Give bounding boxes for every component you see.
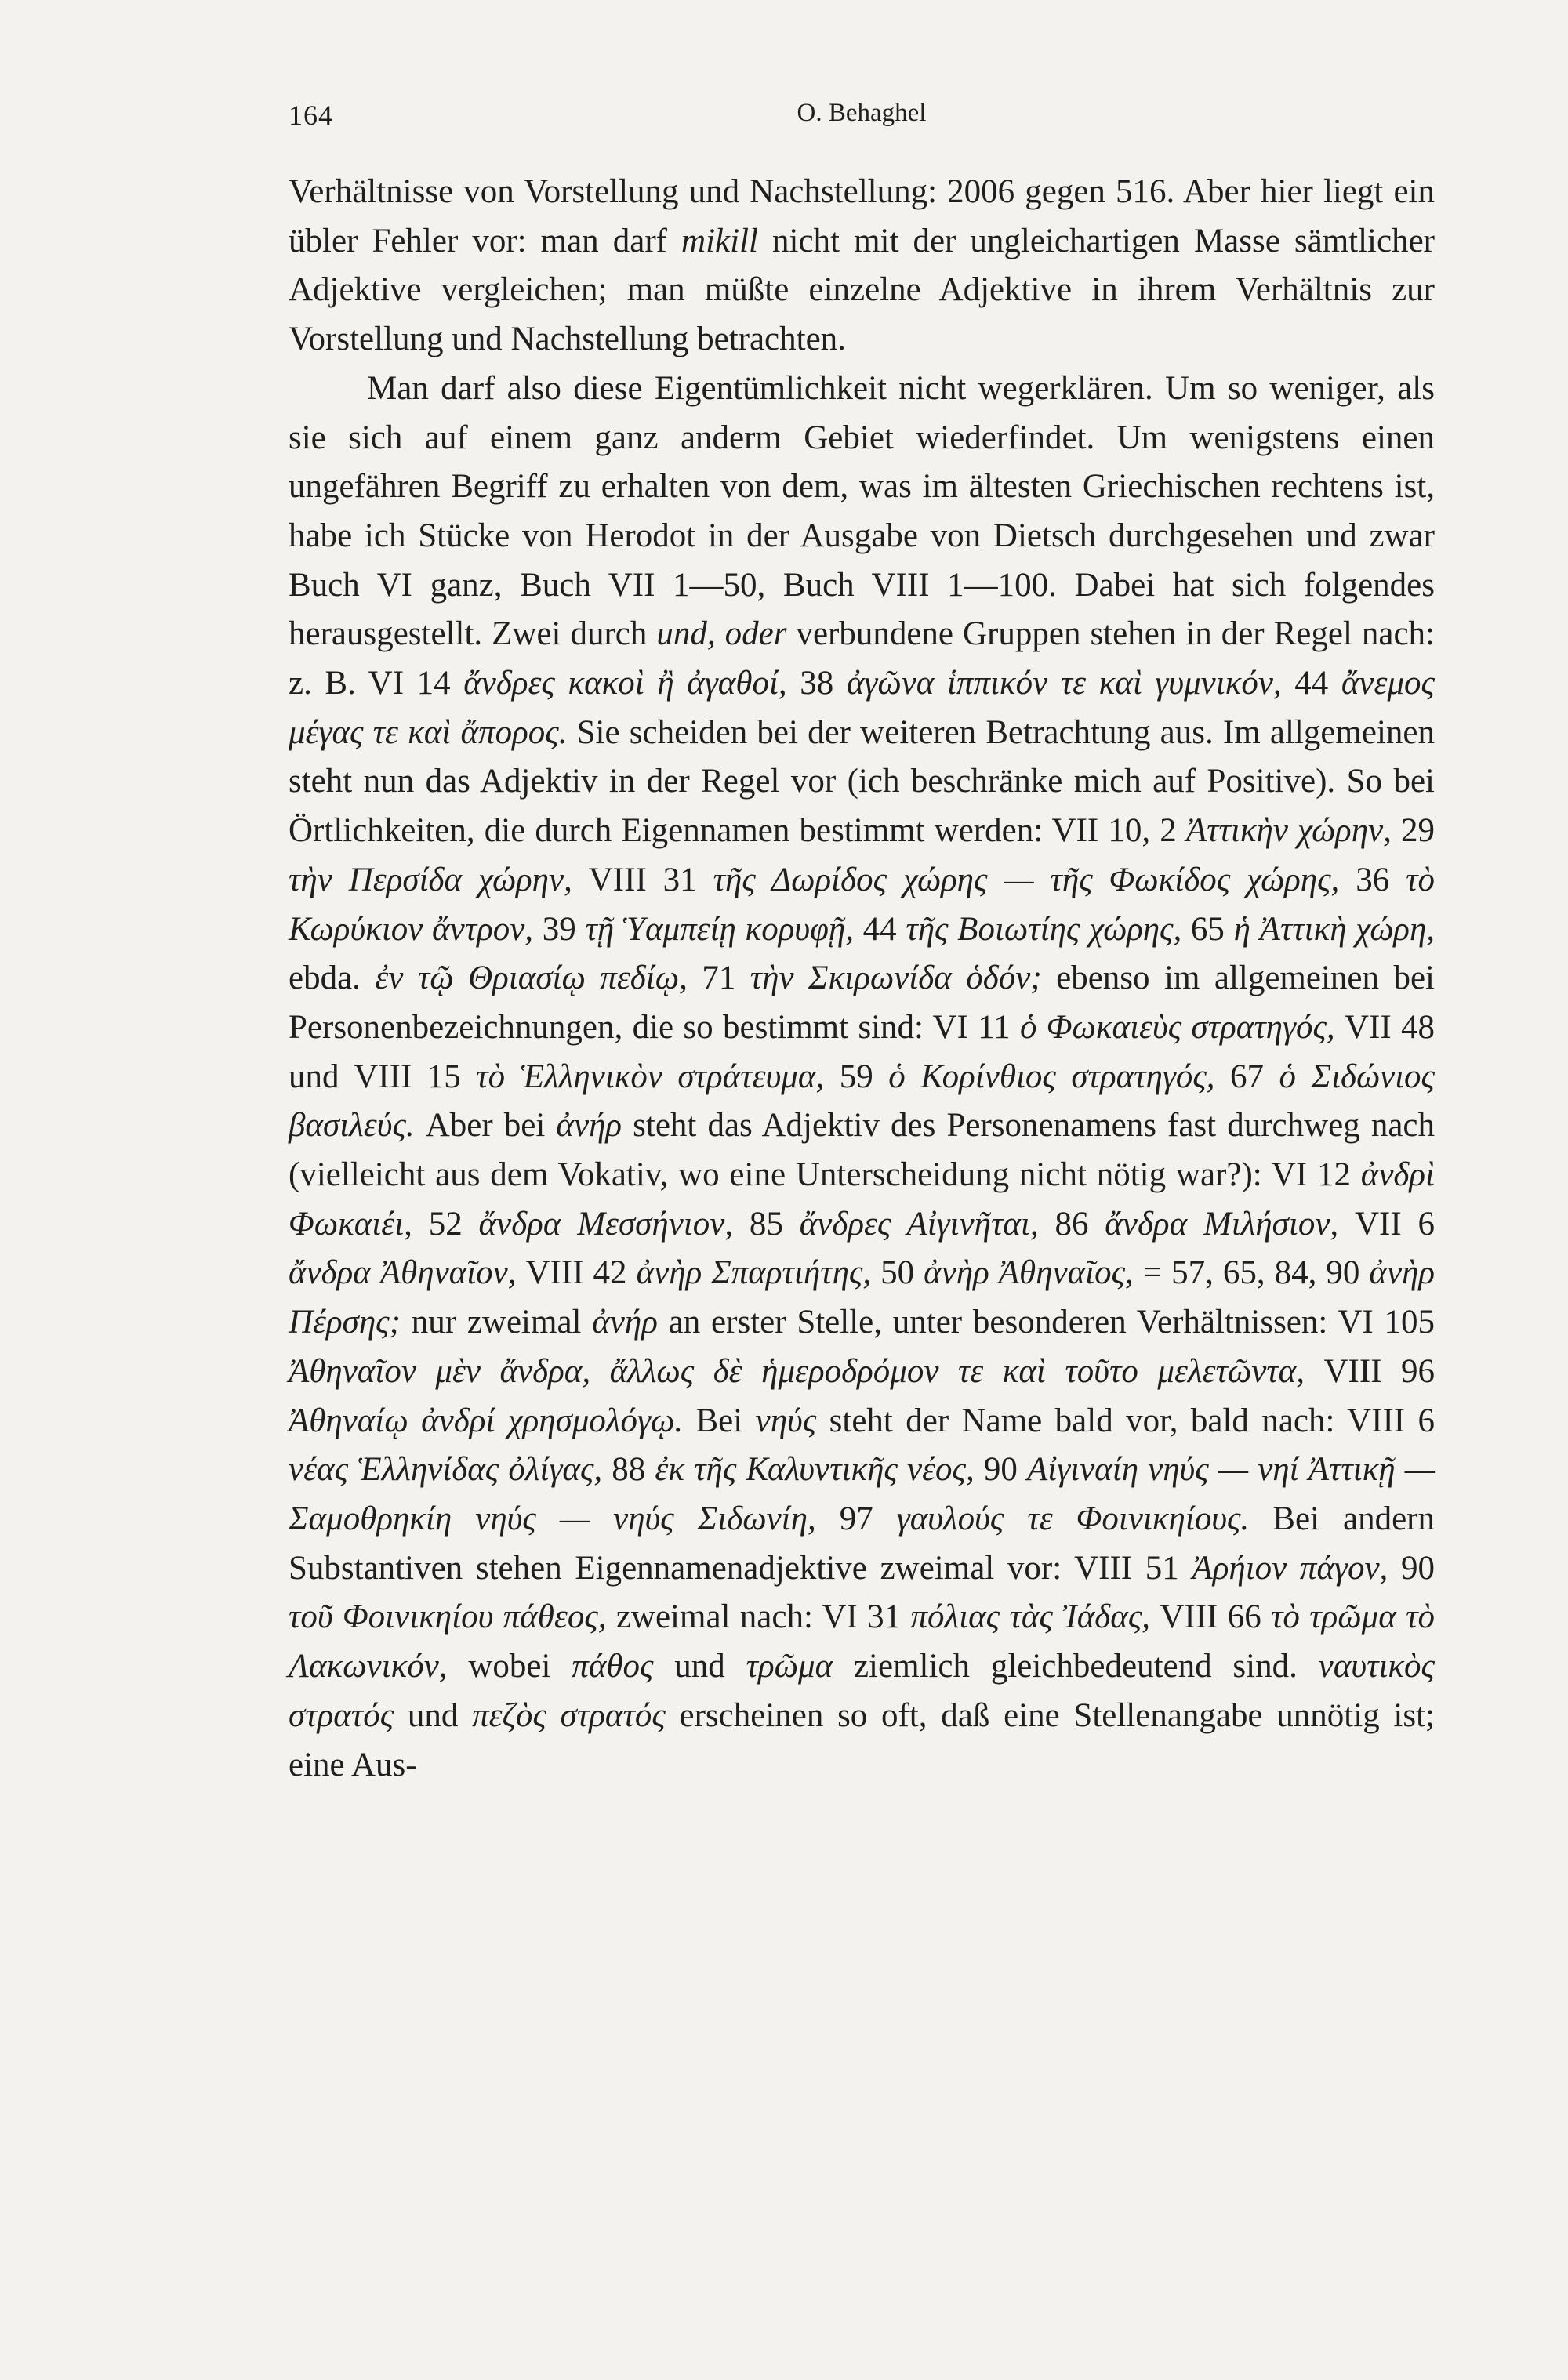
- page-number: 164: [289, 100, 333, 131]
- italic-run: τῆς Βοιωτίης χώρης,: [906, 910, 1182, 948]
- italic-run: ἐν τῷ Θριασίῳ πεδίῳ,: [375, 960, 688, 997]
- text-run: verbundene Gruppen stehen in der Regel nach: z. B. VI 14: [289, 615, 1435, 702]
- italic-run: τοῦ Φοινικηίου πάθεος,: [289, 1598, 607, 1636]
- body-text: [289, 168, 1435, 1790]
- text-run: Man darf also diese Eigentümlichkeit nicht wegerklären. Um so weniger, als sie sich auf einem ganz anderm Gebiet wiederfindet. Um wenigstens einen ungefähren Begriff zu erhalten von dem, was im ältesten Griechischen rechtens ist, habe ich Stücke von Herodot in der Ausgabe von Dietsch durchgesehen und zwar Buch VI ganz, Buch VII 1—50, Buch VIII 1—100. Dabei hat sich folgendes herausgestellt. Zwei durch: [289, 369, 1435, 653]
- text-run: = 57, 65, 84, 90: [1133, 1254, 1370, 1292]
- text-run: 88: [602, 1451, 655, 1489]
- italic-run: Ἀθηναίῳ ἀνδρί χρησμολόγῳ.: [289, 1402, 684, 1439]
- italic-run: τὸ Κωρύκιον ἄντρον,: [289, 861, 1436, 948]
- text-run: 65: [1181, 910, 1234, 948]
- italic-run: ἄνδρα Ἀθηναῖον,: [289, 1254, 517, 1292]
- italic-run: νέας Ἑλληνίδας ὀλίγας,: [289, 1451, 603, 1489]
- text-run: wobei: [447, 1648, 572, 1685]
- italic-run: πάθος: [572, 1648, 654, 1685]
- text-run: 67: [1214, 1058, 1279, 1095]
- italic-run: πόλιας τὰς Ἰάδας,: [910, 1598, 1151, 1636]
- italic-run: Αἰγιναίη νηύς — νηί Ἀττικῇ — Σαμοθρηκίη νηύς — νηύς Σιδωνίη,: [289, 1451, 1436, 1537]
- text-run: Verhältnisse von Vorstellung und Nachstellung: 2006 gegen 516. Aber hier liegt ein übler Fehler vor: man darf: [289, 173, 1435, 259]
- italic-run: ἀγῶνα ἱππικόν τε καὶ γυμνικόν,: [846, 665, 1282, 702]
- text-run: 44: [1281, 665, 1341, 702]
- text-run: 44: [853, 910, 906, 948]
- text-run: 52: [412, 1205, 479, 1243]
- italic-run: ἀνδρὶ Φωκαιέι,: [289, 1156, 1435, 1243]
- italic-run: ἀνήρ: [556, 1107, 622, 1145]
- text-run: und: [653, 1648, 746, 1685]
- italic-run: νηύς: [755, 1402, 817, 1439]
- italic-run: ἄνδρα Μιλήσιον,: [1105, 1205, 1339, 1243]
- text-run: 36: [1339, 861, 1406, 898]
- text-run: steht das Adjektiv des Personenamens fast durchweg nach (vielleicht aus dem Vokativ, wo eine Unterscheidung nicht nötig war?): VI 12: [289, 1107, 1436, 1194]
- text-run: 71: [687, 960, 750, 997]
- paragraph-1: [289, 168, 1435, 365]
- text-run: VII 48 und VIII 15: [289, 1008, 1435, 1095]
- italic-run: Ἀθηναῖον μὲν ἄνδρα, ἄλλως δὲ ἡμεροδρόμον τε καὶ τοῦτο μελετῶντα,: [289, 1352, 1305, 1390]
- italic-run: mikill: [681, 222, 758, 259]
- text-run: 90: [1388, 1549, 1435, 1587]
- italic-run: ἐκ τῆς Καλυντικῆς νέος,: [655, 1451, 975, 1489]
- page-header: [289, 93, 1435, 141]
- text-run: 38: [786, 665, 847, 702]
- italic-run: ἄνδρα Μεσσήνιον,: [478, 1205, 734, 1243]
- italic-run: ἄνεμος μέγας τε καὶ ἄπορος.: [289, 665, 1435, 751]
- text-run: 86: [1038, 1205, 1105, 1243]
- text-run: VIII 66: [1150, 1598, 1272, 1636]
- text-run: erscheinen so oft, daß eine Stellenangabe unnötig ist; eine Aus-: [289, 1696, 1435, 1783]
- text-run: ebda.: [289, 960, 376, 997]
- text-run: ebenso im allgemeinen bei Personenbezeichnungen, die so bestimmt sind: VI 11: [289, 960, 1435, 1046]
- text-run: zweimal nach: VI 31: [606, 1598, 911, 1636]
- italic-run: τῇ Ὑαμπείῃ κορυφῇ,: [585, 910, 854, 948]
- italic-run: ἄνδρες Αἰγινῆται,: [799, 1205, 1039, 1243]
- italic-run: τὸ τρῶμα τὸ Λακωνικόν,: [289, 1598, 1435, 1685]
- text-run: nicht mit der ungleichartigen Masse sämtlicher Adjektive vergleichen; man müßte einzelne Adjektive in ihrem Verhältnis zur Vorstellung und Nachstellung betrachten.: [289, 222, 1435, 358]
- text-run: VIII 96: [1305, 1352, 1435, 1390]
- italic-run: ναυτικὸς στρατός: [289, 1648, 1435, 1734]
- italic-run: Ἀττικὴν χώρην,: [1185, 812, 1392, 850]
- italic-run: ὁ Κορίνθιος στρατηγός,: [888, 1058, 1215, 1095]
- text-run: Bei andern Substantiven stehen Eigennamenadjektive zweimal vor: VIII 51: [289, 1500, 1435, 1587]
- text-run: an erster Stelle, unter besonderen Verhältnissen: VI 105: [657, 1304, 1435, 1341]
- italic-run: ὁ Σιδώνιος βασιλεύς.: [289, 1058, 1436, 1145]
- text-run: 39: [533, 910, 586, 948]
- italic-run: ἀνήρ: [592, 1304, 658, 1341]
- text-run: nur zweimal: [400, 1304, 593, 1341]
- paragraph-2: [289, 365, 1435, 1790]
- italic-run: ἀνὴρ Πέρσης;: [289, 1254, 1436, 1341]
- italic-run: τῆς Δωρίδος χώρης — τῆς Φωκίδος χώρης,: [713, 861, 1340, 898]
- italic-run: τὸ Ἑλληνικὸν στράτευμα,: [476, 1058, 825, 1095]
- italic-run: ἀνὴρ Σπαρτιήτης,: [636, 1254, 872, 1292]
- text-run: 29: [1391, 812, 1436, 850]
- text-run: und: [394, 1696, 473, 1734]
- text-run: ziemlich gleichbedeutend sind.: [833, 1648, 1319, 1685]
- text-run: Bei: [683, 1402, 756, 1439]
- text-run: 59: [824, 1058, 889, 1095]
- italic-run: τὴν Σκιρωνίδα ὁδόν;: [750, 960, 1042, 997]
- italic-run: und, oder: [656, 615, 787, 653]
- text-run: 90: [974, 1451, 1027, 1489]
- italic-run: Ἀρήιον πάγον,: [1192, 1549, 1388, 1587]
- text-run: 97: [815, 1500, 897, 1537]
- text-run: Aber bei: [414, 1107, 557, 1145]
- running-head: O. Behaghel: [797, 99, 927, 127]
- italic-run: ἄνδρες κακοὶ ἢ ἀγαθοί,: [463, 665, 787, 702]
- italic-run: ἡ Ἀττικὴ χώρη,: [1233, 910, 1436, 948]
- italic-run: ἀνὴρ Ἀθηναῖος,: [924, 1254, 1134, 1292]
- text-run: steht der Name bald vor, bald nach: VIII 6: [816, 1402, 1435, 1439]
- italic-run: γαυλούς τε Φοινικηίους.: [896, 1500, 1250, 1537]
- text-run: VII 6: [1338, 1205, 1436, 1243]
- text-run: 50: [871, 1254, 924, 1292]
- text-run: VIII 31: [572, 861, 713, 898]
- italic-run: πεζὸς στρατός: [472, 1696, 666, 1734]
- italic-run: τρῶμα: [746, 1648, 833, 1685]
- book-page: [289, 93, 1435, 1790]
- italic-run: τὴν Περσίδα χώρην,: [289, 861, 572, 898]
- text-run: 85: [733, 1205, 800, 1243]
- text-run: VIII 42: [516, 1254, 637, 1292]
- italic-run: ὁ Φωκαιεὺς στρατηγός,: [1019, 1008, 1335, 1046]
- text-run: Sie scheiden bei der weiteren Betrachtung aus. Im allgemeinen steht nun das Adjektiv in der Regel vor (ich beschränke mich auf Positive). So bei Örtlichkeiten, die durch Eigennamen bestimmt werden: VII 10, 2: [289, 713, 1435, 850]
